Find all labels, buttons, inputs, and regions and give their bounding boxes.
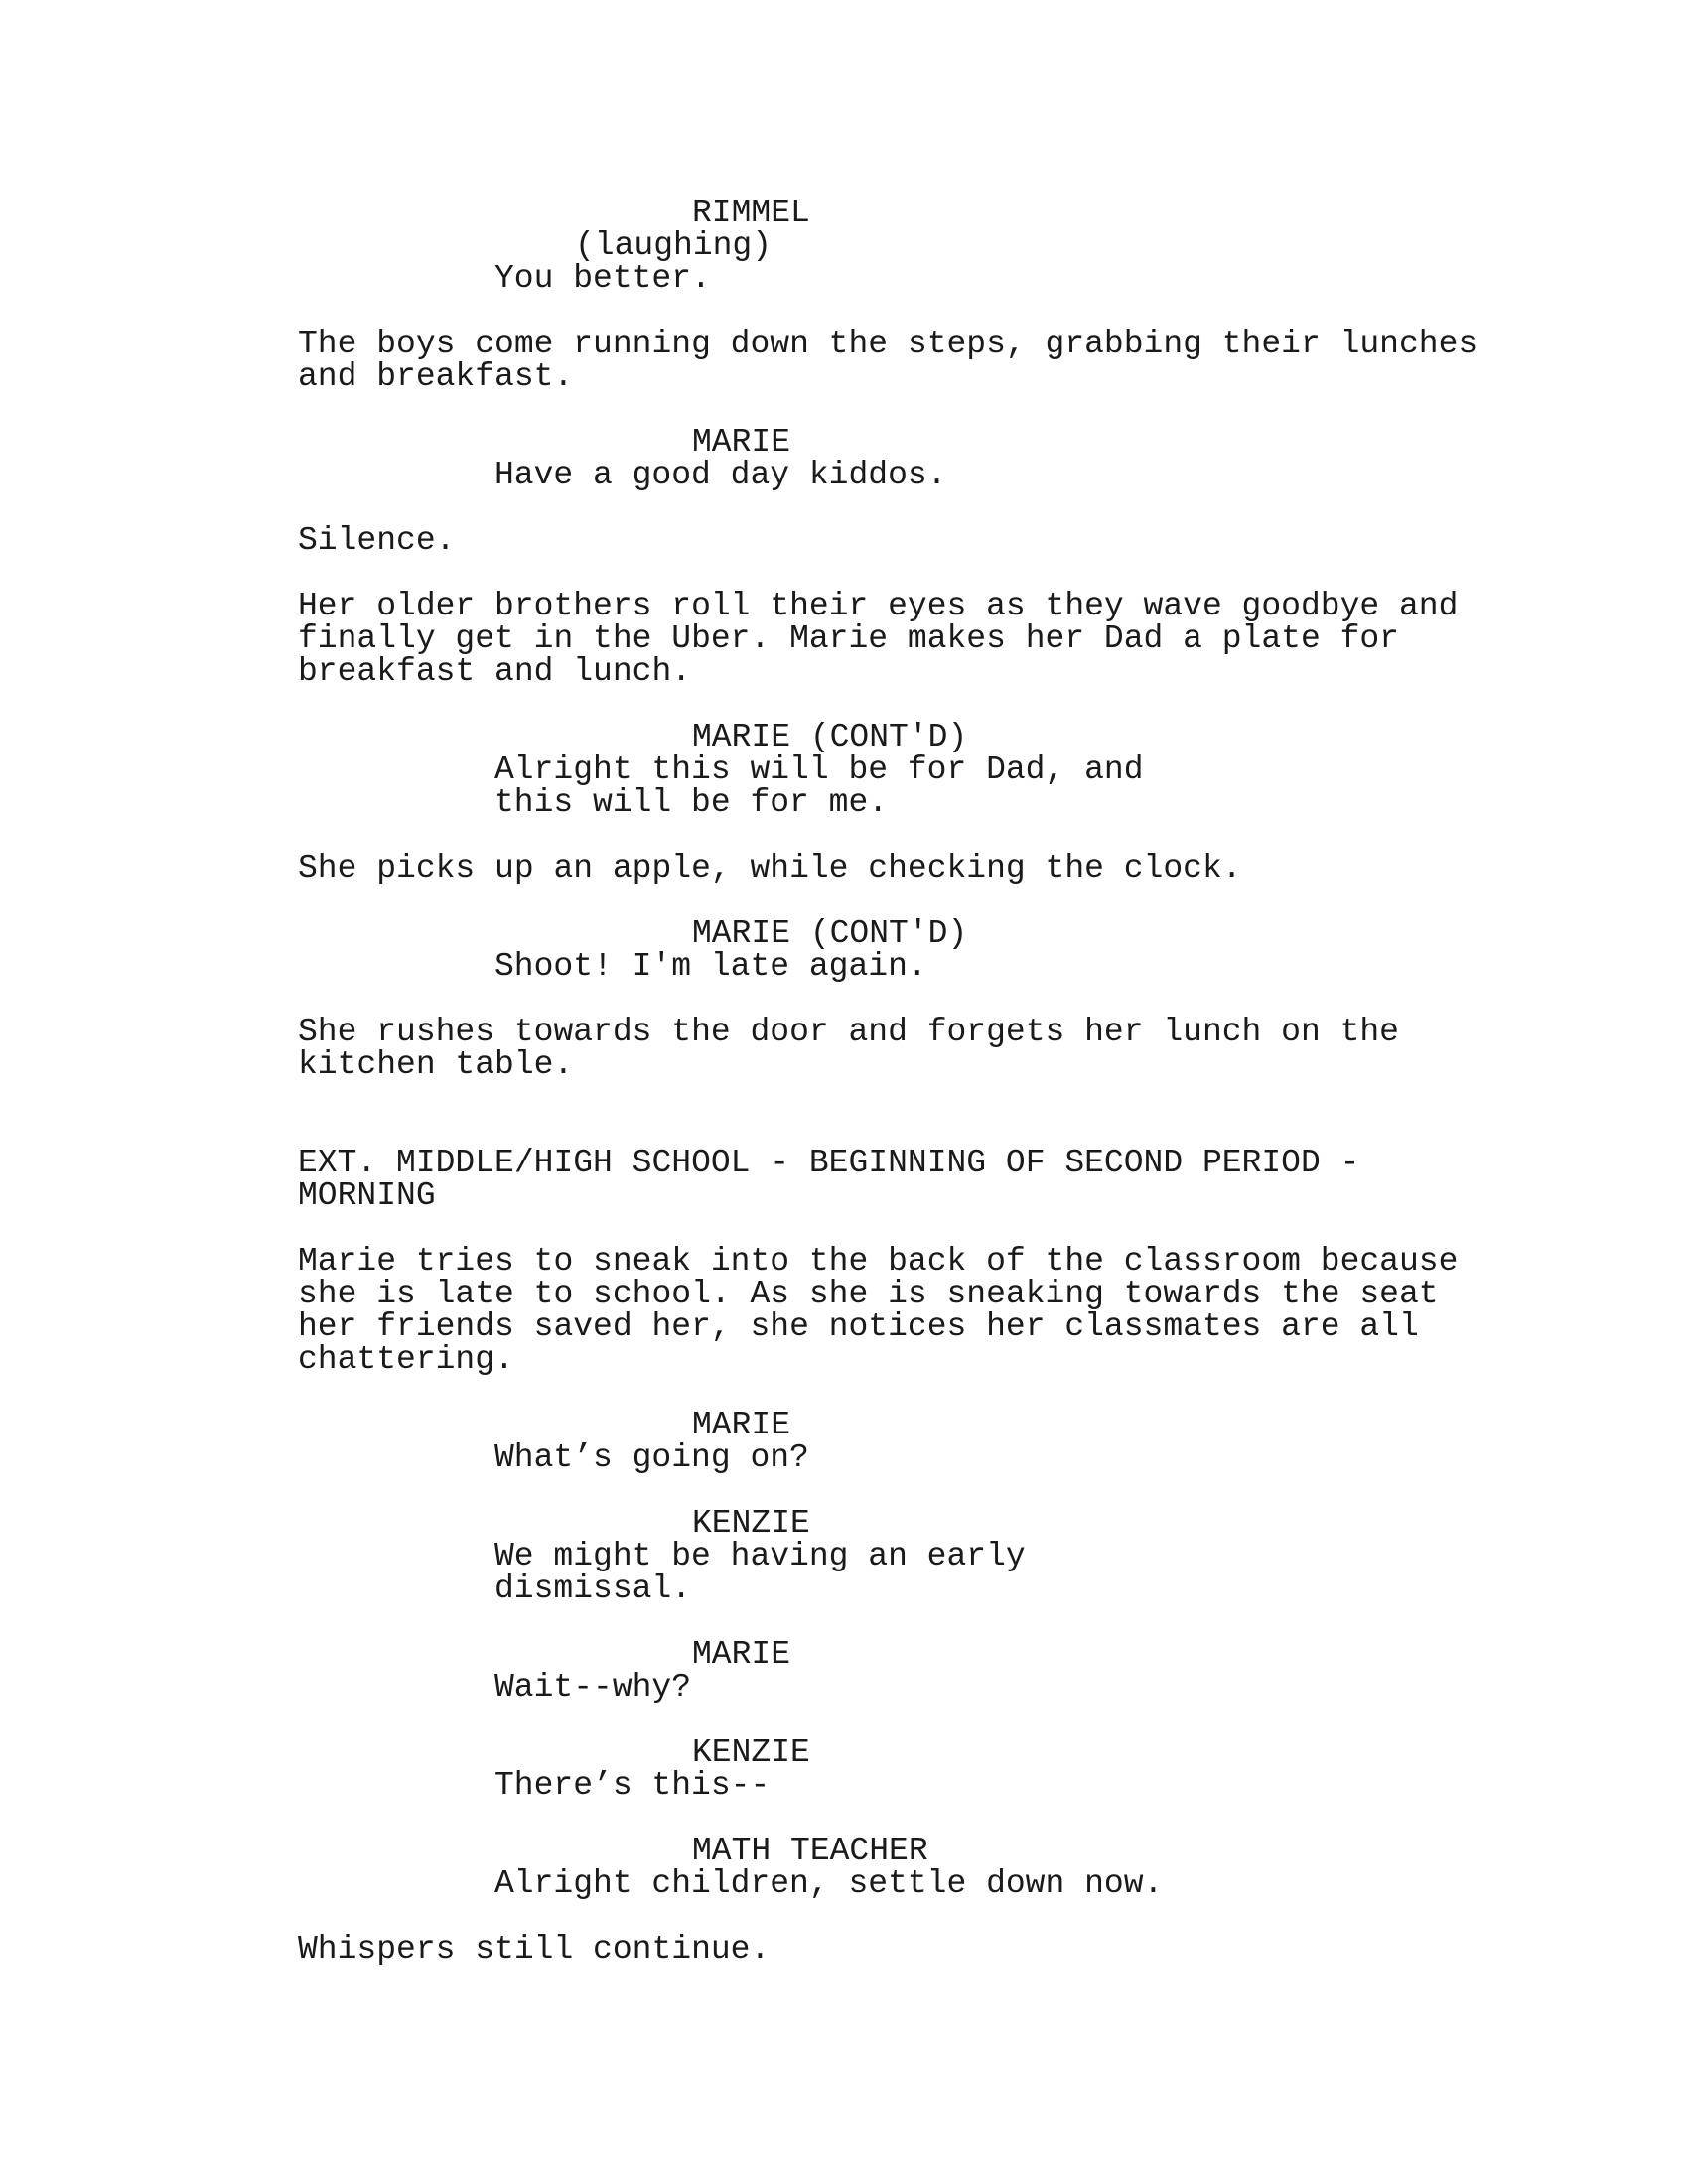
dialogue-line: There’s this-- <box>494 1767 771 1804</box>
action-line: finally get in the Uber. Marie makes her Dad a plate for <box>298 620 1399 657</box>
action-line: chattering. <box>298 1341 514 1378</box>
scene-heading: MORNING <box>298 1177 436 1214</box>
action-line: Her older brothers roll their eyes as they wave goodbye and <box>298 588 1459 624</box>
action-line: Whispers still continue. <box>298 1931 771 1968</box>
dialogue-line: What’s going on? <box>494 1439 809 1476</box>
character-cue: MARIE <box>692 1636 791 1673</box>
dialogue-line: dismissal. <box>494 1570 692 1607</box>
character-cue: MATH TEACHER <box>692 1833 928 1869</box>
action-line: breakfast and lunch. <box>298 653 692 690</box>
action-line: she is late to school. As she is sneaking towards the seat <box>298 1276 1439 1312</box>
dialogue-line: this will be for me. <box>494 784 889 821</box>
character-cue: KENZIE <box>692 1734 810 1771</box>
character-cue: KENZIE <box>692 1505 810 1542</box>
dialogue-line: Have a good day kiddos. <box>494 457 947 493</box>
dialogue-line: Alright children, settle down now. <box>494 1865 1164 1902</box>
action-line: Silence. <box>298 522 456 559</box>
action-line: She picks up an apple, while checking the clock. <box>298 850 1242 887</box>
character-cue: MARIE (CONT'D) <box>692 719 968 755</box>
character-cue: MARIE <box>692 1407 791 1443</box>
action-line: The boys come running down the steps, grabbing their lunches <box>298 326 1478 362</box>
action-line: and breakfast. <box>298 358 574 395</box>
scene-heading: EXT. MIDDLE/HIGH SCHOOL - BEGINNING OF SECOND PERIOD - <box>298 1145 1360 1181</box>
character-cue: MARIE (CONT'D) <box>692 915 968 952</box>
action-line: kitchen table. <box>298 1046 574 1083</box>
dialogue-line: Alright this will be for Dad, and <box>494 751 1144 788</box>
character-cue: MARIE <box>692 424 791 461</box>
parenthetical: (laughing) <box>575 227 773 264</box>
action-line: her friends saved her, she notices her classmates are all <box>298 1308 1419 1345</box>
dialogue-line: We might be having an early <box>494 1538 1026 1574</box>
dialogue-line: Wait--why? <box>494 1669 692 1706</box>
dialogue-line: Shoot! I'm late again. <box>494 948 927 985</box>
dialogue-line: You better. <box>494 260 711 297</box>
action-line: She rushes towards the door and forgets her lunch on the <box>298 1014 1399 1050</box>
character-cue: RIMMEL <box>692 195 810 231</box>
action-line: Marie tries to sneak into the back of the classroom because <box>298 1243 1459 1280</box>
